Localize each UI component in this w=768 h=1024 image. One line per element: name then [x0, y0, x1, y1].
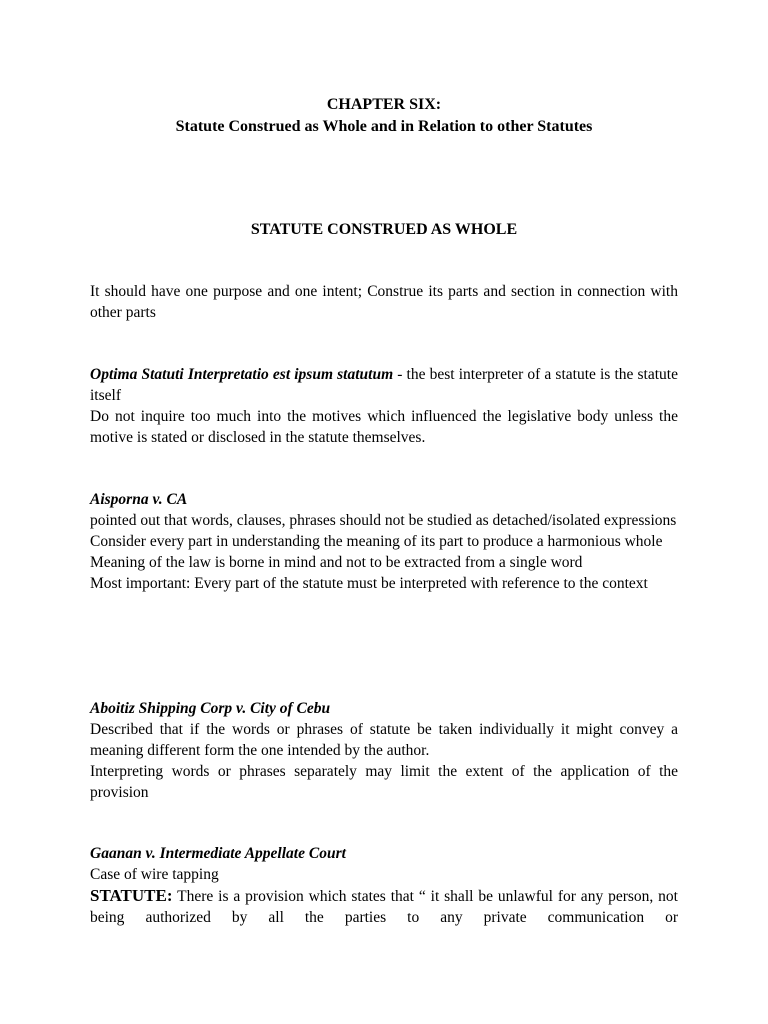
statute-paragraph: [90, 885, 678, 928]
case-block-aisporna: [90, 489, 678, 594]
case-line: Meaning of the law is borne in mind and not to be extracted from a single word: [90, 554, 583, 571]
case-name: Gaanan v. Intermediate Appellate Court: [90, 845, 346, 862]
maxim-meaning: - the best interpreter of a statute is the statute itself: [90, 366, 678, 404]
maxim-block: [90, 364, 678, 448]
chapter-title: Statute Construed as Whole and in Relation to other Statutes: [175, 118, 593, 135]
statute-label: STATUTE:: [90, 886, 173, 905]
section-heading: STATUTE CONSTRUED AS WHOLE: [250, 221, 518, 238]
case-line: Consider every part in understanding the meaning of its part to produce a harmonious whole: [90, 533, 663, 550]
case-name: Aisporna v. CA: [90, 491, 188, 508]
maxim-line: [90, 364, 678, 406]
maxim-latin: Optima Statuti Interpretatio est ipsum statutum: [90, 366, 394, 383]
case-block-gaanan: [90, 843, 678, 928]
intro-paragraph: It should have one purpose and one intent; Construe its parts and section in connection with other parts: [90, 283, 678, 321]
maxim-note: Do not inquire too much into the motives which influenced the legislative body unless the motive is stated or disclosed in the statute themselves.: [90, 408, 678, 446]
chapter-number: CHAPTER SIX:: [326, 96, 442, 113]
case-line: Interpreting words or phrases separately may limit the extent of the application of the provision: [90, 763, 678, 801]
case-block-aboitiz: [90, 698, 678, 803]
case-line: pointed out that words, clauses, phrases should not be studied as detached/isolated expressions: [90, 512, 677, 529]
case-line: Described that if the words or phrases of statute be taken individually it might convey a meaning different form the one intended by the author.: [90, 721, 678, 759]
statute-text: There is a provision which states that “ it shall be unlawful for any person, not being authorized by all the parties to any private communication or: [90, 888, 678, 926]
case-line: Case of wire tapping: [90, 866, 219, 883]
case-line: Most important: Every part of the statute must be interpreted with reference to the context: [90, 575, 648, 592]
case-name: Aboitiz Shipping Corp v. City of Cebu: [90, 700, 331, 717]
